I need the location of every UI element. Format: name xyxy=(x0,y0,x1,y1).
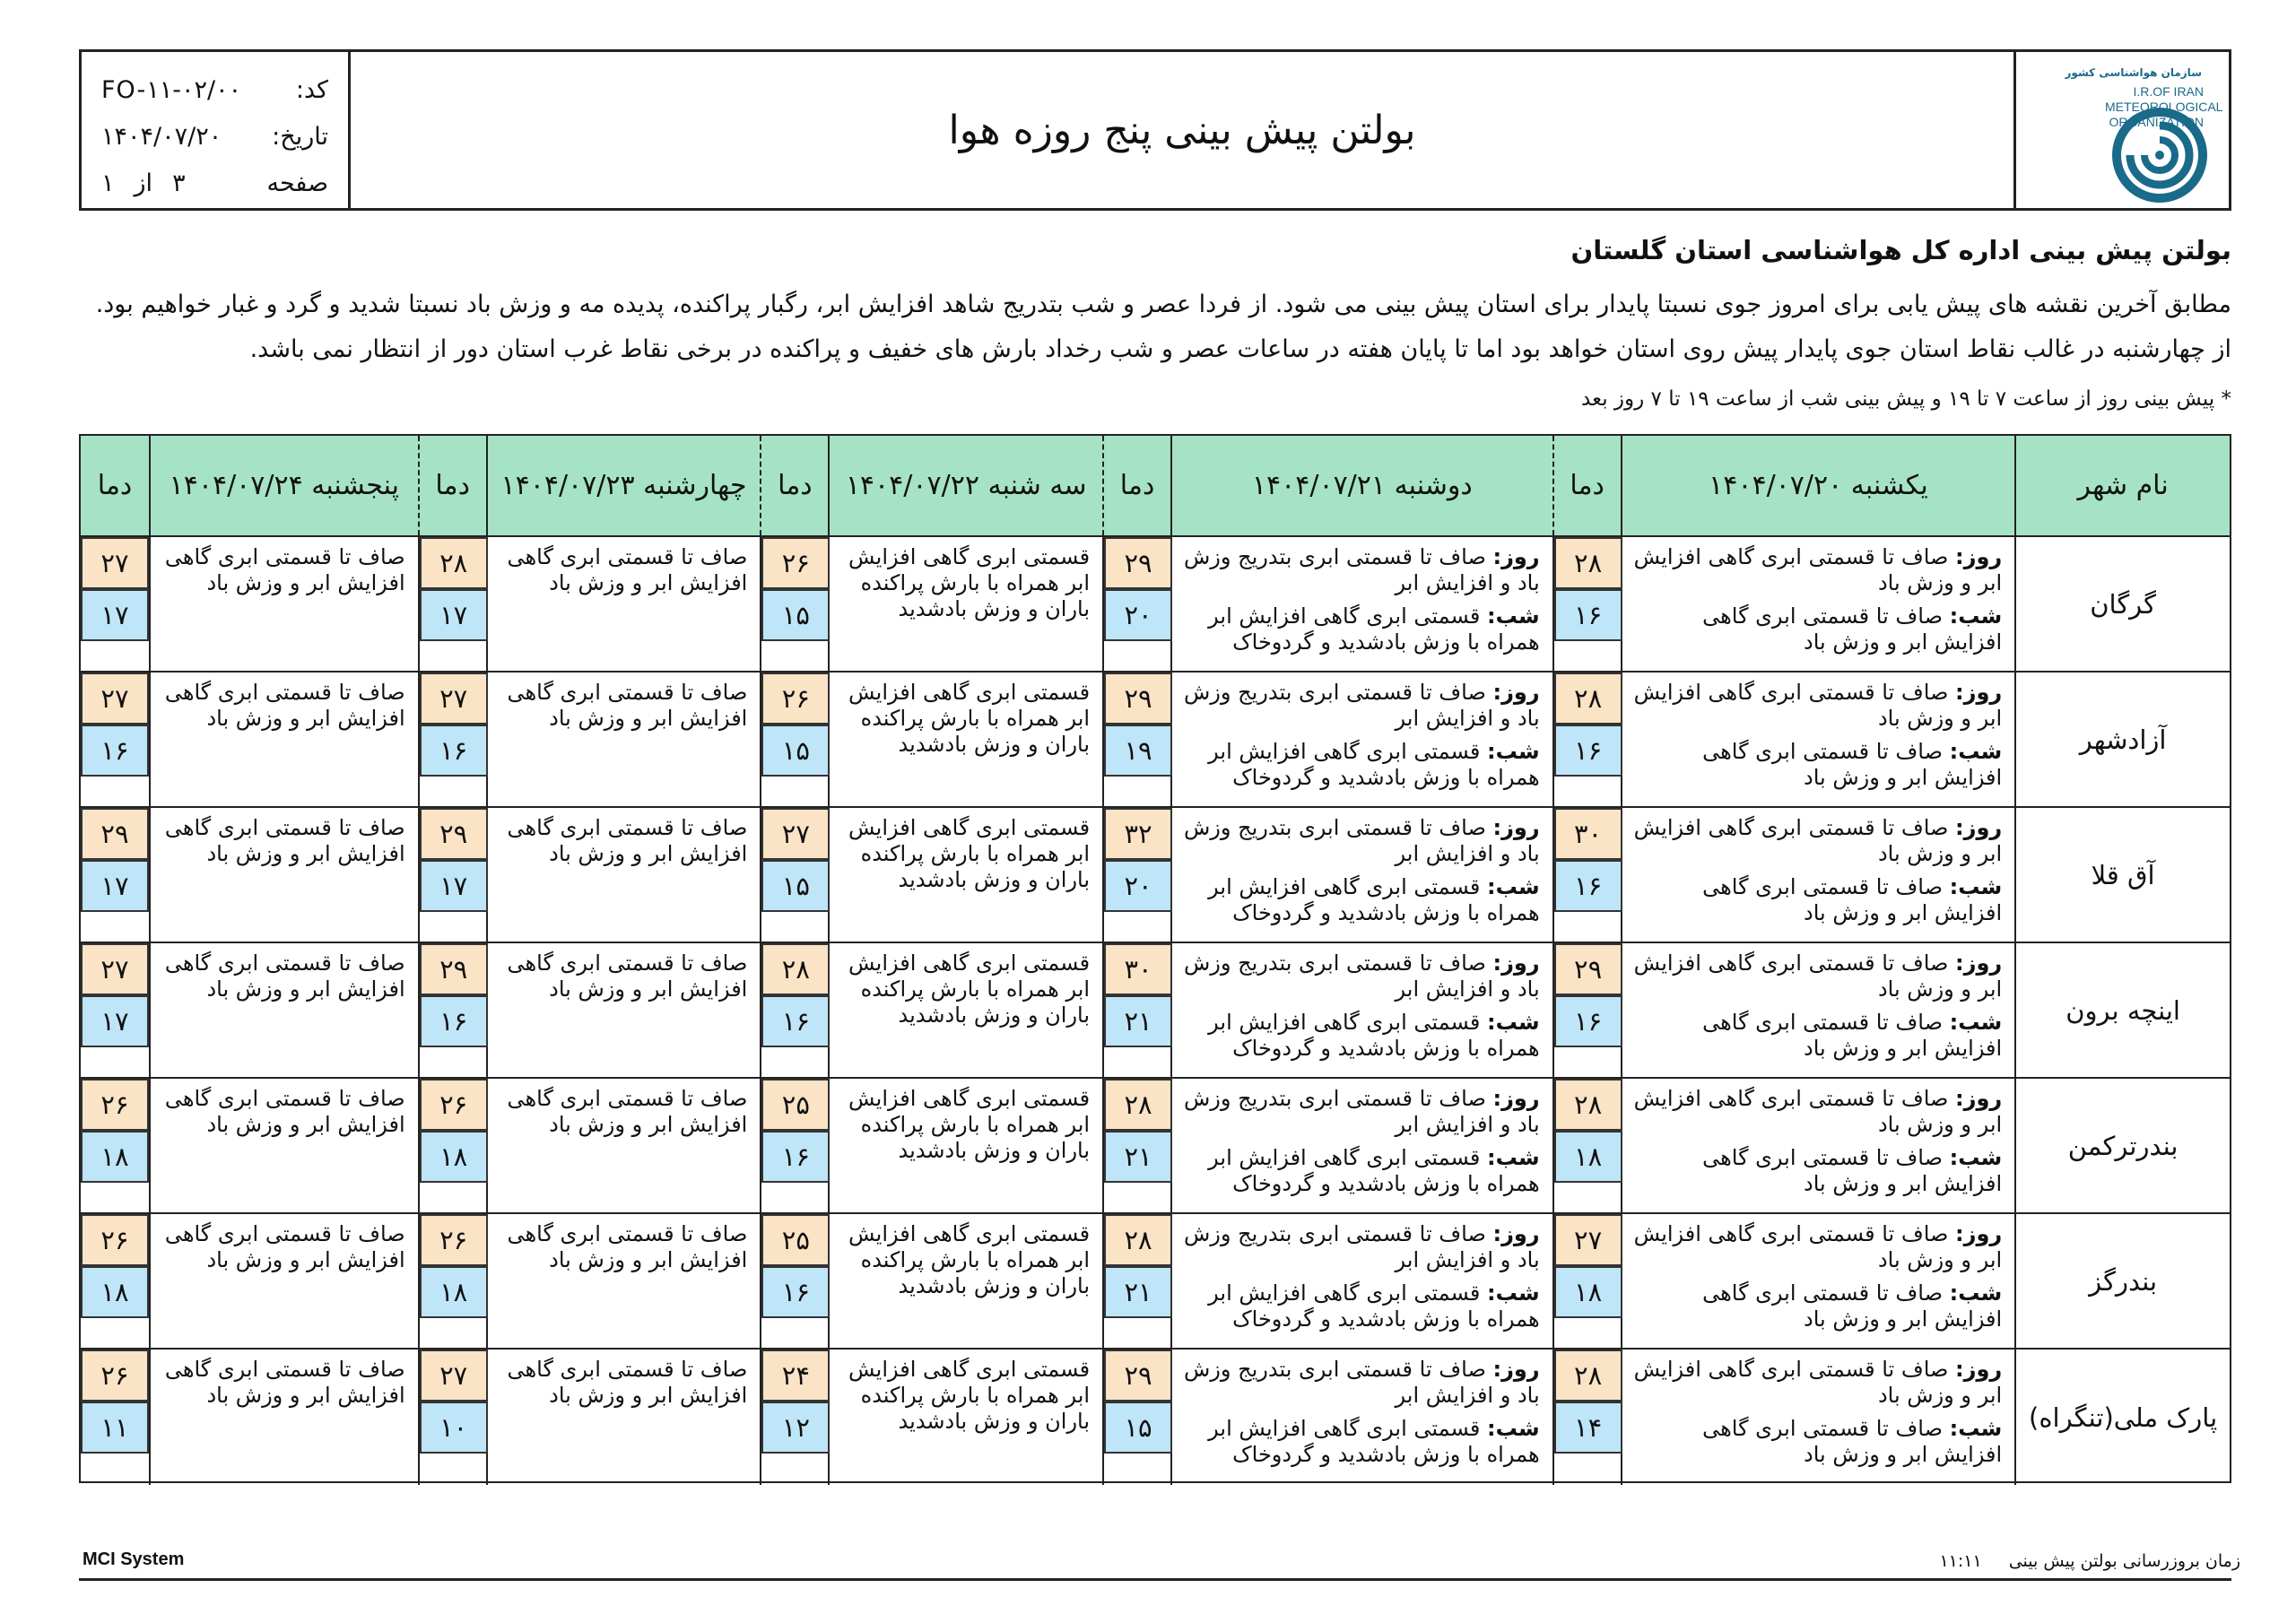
date-row xyxy=(101,113,328,160)
day1-night-forecast xyxy=(1631,1416,2003,1468)
update-label: زمان بروزرسانی بولتن پیش بینی xyxy=(2008,1551,2240,1571)
day-label: روز: xyxy=(1492,1086,1540,1111)
max-temp: ۲۴ xyxy=(761,1350,830,1402)
day5-temps xyxy=(81,537,149,671)
night-label: شب: xyxy=(1487,1416,1540,1441)
day3-temps xyxy=(760,943,828,1077)
day2-temp-header: دما xyxy=(1102,436,1170,535)
forecast-text: صاف تا قسمتی ابری بتدریج وزش باد و افزایش ابر xyxy=(1183,950,1540,1002)
night-label: شب: xyxy=(1949,739,2003,764)
min-temp: ۱۶ xyxy=(81,725,149,777)
day4-temps xyxy=(418,1214,486,1348)
day3-date: ۱۴۰۴/۰۷/۲۲ xyxy=(845,470,979,501)
city-name: بندرگز xyxy=(2014,1214,2230,1348)
forecast-text: صاف تا قسمتی ابری گاهی افزایش ابر و وزش باد xyxy=(1702,874,2003,925)
night-label: شب: xyxy=(1949,1280,2003,1306)
day3-header xyxy=(828,436,1102,535)
min-temp: ۱۶ xyxy=(1554,589,1622,641)
day-label: روز: xyxy=(1955,1221,2003,1246)
day5-temps xyxy=(81,1079,149,1212)
min-temp: ۱۹ xyxy=(1104,725,1172,777)
day2-night-forecast xyxy=(1181,739,1540,791)
day2-forecast xyxy=(1170,537,1552,671)
code-value: FO-۱۱-۰۲/۰۰ xyxy=(101,75,242,104)
day1-temps xyxy=(1552,537,1621,671)
day2-date: ۱۴۰۴/۰۷/۲۱ xyxy=(1251,470,1387,501)
min-temp: ۲۰ xyxy=(1104,860,1172,912)
day1-day-forecast xyxy=(1631,1357,2003,1409)
day3-temps xyxy=(760,1079,828,1212)
table-header xyxy=(81,436,2230,537)
max-temp: ۲۶ xyxy=(761,673,830,725)
day1-forecast xyxy=(1621,1214,2015,1348)
day2-day-forecast xyxy=(1181,1086,1540,1138)
day-label: روز: xyxy=(1955,950,2003,976)
night-label: شب: xyxy=(1949,874,2003,899)
night-label: شب: xyxy=(1949,1416,2003,1441)
day1-forecast xyxy=(1621,1079,2015,1212)
forecast-text: صاف تا قسمتی ابری گاهی افزایش ابر و وزش باد xyxy=(1633,1221,2003,1272)
day1-forecast xyxy=(1621,808,2015,942)
day1-day-forecast xyxy=(1631,815,2003,867)
min-temp: ۲۱ xyxy=(1104,1131,1172,1183)
day-label: روز: xyxy=(1492,1357,1540,1382)
city-name: پارک ملی(تنگراه) xyxy=(2014,1350,2230,1485)
day4-temps xyxy=(418,1079,486,1212)
day2-forecast xyxy=(1170,1350,1552,1485)
day4-forecast: صاف تا قسمتی ابری گاهی افزایش ابر و وزش باد xyxy=(486,1350,761,1485)
max-temp: ۲۹ xyxy=(420,808,488,860)
day1-night-forecast xyxy=(1631,1010,2003,1062)
day-label: روز: xyxy=(1955,1086,2003,1111)
day2-forecast xyxy=(1170,1079,1552,1212)
forecast-text: قسمتی ابری گاهی افزایش ابر همراه با وزش بادشدید و گردوخاک xyxy=(1208,1145,1540,1196)
min-temp: ۲۱ xyxy=(1104,1266,1172,1318)
max-temp: ۲۶ xyxy=(81,1214,149,1266)
min-temp: ۱۴ xyxy=(1554,1402,1622,1454)
day5-forecast: صاف تا قسمتی ابری گاهی افزایش ابر و وزش باد xyxy=(149,673,418,806)
day1-night-forecast xyxy=(1631,874,2003,926)
max-temp: ۳۲ xyxy=(1104,808,1172,860)
day4-header xyxy=(486,436,761,535)
min-temp: ۱۷ xyxy=(81,860,149,912)
table-row xyxy=(81,1350,2230,1485)
max-temp: ۲۹ xyxy=(1554,943,1622,995)
day2-temps xyxy=(1102,1350,1170,1485)
night-label: شب: xyxy=(1949,603,2003,629)
night-label: شب: xyxy=(1487,1010,1540,1035)
day1-temps xyxy=(1552,1079,1621,1212)
forecast-text: قسمتی ابری گاهی افزایش ابر همراه با وزش بادشدید و گردوخاک xyxy=(1208,874,1540,925)
min-temp: ۲۰ xyxy=(1104,589,1172,641)
max-temp: ۲۸ xyxy=(420,537,488,589)
day2-night-forecast xyxy=(1181,1010,1540,1062)
page-total: ۳ xyxy=(172,169,186,197)
min-temp: ۱۷ xyxy=(420,860,488,912)
meteorological-logo-icon xyxy=(2110,106,2209,204)
day2-temps xyxy=(1102,943,1170,1077)
intro-title: بولتن پیش بینی اداره کل هواشناسی استان گلستان xyxy=(1570,235,2231,265)
forecast-text: صاف تا قسمتی ابری بتدریج وزش باد و افزایش ابر xyxy=(1183,544,1540,595)
max-temp: ۲۶ xyxy=(420,1214,488,1266)
day1-night-forecast xyxy=(1631,739,2003,791)
max-temp: ۲۸ xyxy=(1104,1079,1172,1131)
max-temp: ۲۸ xyxy=(1104,1214,1172,1266)
day3-forecast: قسمتی ابری گاهی افزایش ابر همراه با بارش پراکنده باران و وزش بادشدید xyxy=(828,1214,1102,1348)
day1-temps xyxy=(1552,943,1621,1077)
day1-day-forecast xyxy=(1631,950,2003,1002)
day4-temps xyxy=(418,673,486,806)
day5-temps xyxy=(81,673,149,806)
forecast-text: صاف تا قسمتی ابری گاهی افزایش ابر و وزش باد xyxy=(1702,603,2003,655)
min-temp: ۱۵ xyxy=(761,725,830,777)
day3-forecast: قسمتی ابری گاهی افزایش ابر همراه با بارش پراکنده باران و وزش بادشدید xyxy=(828,943,1102,1077)
update-info xyxy=(1939,1551,2240,1571)
day5-forecast: صاف تا قسمتی ابری گاهی افزایش ابر و وزش باد xyxy=(149,808,418,942)
code-row xyxy=(101,66,328,113)
day-label: روز: xyxy=(1955,1357,2003,1382)
forecast-text: صاف تا قسمتی ابری گاهی افزایش ابر و وزش باد xyxy=(1702,1416,2003,1467)
day4-temps xyxy=(418,537,486,671)
min-temp: ۱۸ xyxy=(81,1131,149,1183)
day1-temps xyxy=(1552,808,1621,942)
day3-forecast: قسمتی ابری گاهی افزایش ابر همراه با بارش پراکنده باران و وزش بادشدید xyxy=(828,1350,1102,1485)
min-temp: ۱۶ xyxy=(1554,725,1622,777)
day1-day-forecast xyxy=(1631,544,2003,596)
min-temp: ۱۶ xyxy=(1554,995,1622,1047)
max-temp: ۲۹ xyxy=(1104,537,1172,589)
day1-night-forecast xyxy=(1631,1280,2003,1332)
bulletin-header xyxy=(79,49,2231,211)
min-temp: ۱۵ xyxy=(1104,1402,1172,1454)
day2-day-forecast xyxy=(1181,680,1540,732)
day5-temps xyxy=(81,1214,149,1348)
day2-day-forecast xyxy=(1181,1357,1540,1409)
day5-name: پنجشنبه xyxy=(311,470,400,501)
day3-temps xyxy=(760,1214,828,1348)
code-label: کد: xyxy=(295,75,328,104)
min-temp: ۱۸ xyxy=(1554,1266,1622,1318)
day2-forecast xyxy=(1170,1214,1552,1348)
day4-temps xyxy=(418,808,486,942)
max-temp: ۲۸ xyxy=(761,943,830,995)
min-temp: ۱۶ xyxy=(761,1266,830,1318)
day3-temps xyxy=(760,1350,828,1485)
day1-header xyxy=(1621,436,2015,535)
day2-forecast xyxy=(1170,943,1552,1077)
city-name: گرگان xyxy=(2014,537,2230,671)
forecast-table xyxy=(79,434,2231,1483)
forecast-text: صاف تا قسمتی ابری بتدریج وزش باد و افزایش ابر xyxy=(1183,680,1540,731)
day2-night-forecast xyxy=(1181,1416,1540,1468)
day2-day-forecast xyxy=(1181,1221,1540,1273)
min-temp: ۱۸ xyxy=(1554,1131,1622,1183)
day5-forecast: صاف تا قسمتی ابری گاهی افزایش ابر و وزش باد xyxy=(149,1214,418,1348)
day1-forecast xyxy=(1621,537,2015,671)
forecast-text: قسمتی ابری گاهی افزایش ابر همراه با وزش بادشدید و گردوخاک xyxy=(1208,603,1540,655)
day-label: روز: xyxy=(1492,544,1540,569)
day2-night-forecast xyxy=(1181,603,1540,655)
min-temp: ۱۰ xyxy=(420,1402,488,1454)
intro-text: مطابق آخرین نقشه های پیش یابی برای امروز جوی نسبتا پایدار برای استان پیش بینی می شود. از فردا عصر و شب بتدریج شاهد افزایش ابر، رگبار پراکنده، پدیده مه و وزش باد نسبتا شدید و گرد و غبار خواهیم بود. از چهارشنبه در غالب نقاط استان جوی پایدار پیش روی استان خواهد بود اما تا پایان هفته در ساعات عصر و شب رخداد بارش های خفیف و پراکنده در برخی نقاط غرب استان دور از انتظار نمی باشد. xyxy=(95,291,2231,363)
day4-name: چهارشنبه xyxy=(643,470,747,501)
day5-temps xyxy=(81,943,149,1077)
day1-day-forecast xyxy=(1631,1221,2003,1273)
day4-forecast: صاف تا قسمتی ابری گاهی افزایش ابر و وزش باد xyxy=(486,943,761,1077)
day-label: روز: xyxy=(1955,815,2003,840)
document-meta xyxy=(82,52,351,208)
day2-forecast xyxy=(1170,808,1552,942)
day4-temps xyxy=(418,943,486,1077)
day2-day-forecast xyxy=(1181,544,1540,596)
max-temp: ۲۷ xyxy=(81,537,149,589)
day1-night-forecast xyxy=(1631,603,2003,655)
day1-forecast xyxy=(1621,673,2015,806)
page-of: از xyxy=(134,169,153,197)
min-temp: ۱۷ xyxy=(81,995,149,1047)
day4-forecast: صاف تا قسمتی ابری گاهی افزایش ابر و وزش باد xyxy=(486,1079,761,1212)
day5-header xyxy=(149,436,418,535)
max-temp: ۲۶ xyxy=(420,1079,488,1131)
max-temp: ۲۷ xyxy=(420,1350,488,1402)
max-temp: ۲۹ xyxy=(420,943,488,995)
max-temp: ۲۸ xyxy=(1554,1350,1622,1402)
min-temp: ۱۸ xyxy=(81,1266,149,1318)
day2-night-forecast xyxy=(1181,1145,1540,1197)
forecast-text: صاف تا قسمتی ابری بتدریج وزش باد و افزایش ابر xyxy=(1183,815,1540,866)
forecast-text: صاف تا قسمتی ابری بتدریج وزش باد و افزایش ابر xyxy=(1183,1357,1540,1408)
min-temp: ۱۲ xyxy=(761,1402,830,1454)
day-label: روز: xyxy=(1955,680,2003,705)
day4-temp-header: دما xyxy=(418,436,486,535)
day-label: روز: xyxy=(1955,544,2003,569)
day3-name: سه شنبه xyxy=(987,470,1087,501)
max-temp: ۲۹ xyxy=(1104,673,1172,725)
max-temp: ۲۵ xyxy=(761,1214,830,1266)
day4-forecast: صاف تا قسمتی ابری گاهی افزایش ابر و وزش باد xyxy=(486,808,761,942)
max-temp: ۲۷ xyxy=(761,808,830,860)
table-row xyxy=(81,808,2230,943)
day2-day-forecast xyxy=(1181,815,1540,867)
forecast-text: صاف تا قسمتی ابری بتدریج وزش باد و افزایش ابر xyxy=(1183,1221,1540,1272)
min-temp: ۱۵ xyxy=(761,860,830,912)
footer-divider xyxy=(79,1578,2231,1581)
day5-forecast: صاف تا قسمتی ابری گاهی افزایش ابر و وزش باد xyxy=(149,943,418,1077)
forecast-text: صاف تا قسمتی ابری گاهی افزایش ابر و وزش باد xyxy=(1633,950,2003,1002)
day1-day-forecast xyxy=(1631,680,2003,732)
max-temp: ۲۵ xyxy=(761,1079,830,1131)
day3-forecast: قسمتی ابری گاهی افزایش ابر همراه با بارش پراکنده باران و وزش بادشدید xyxy=(828,1079,1102,1212)
city-name: آق قلا xyxy=(2014,808,2230,942)
forecast-text: قسمتی ابری گاهی افزایش ابر همراه با وزش بادشدید و گردوخاک xyxy=(1208,739,1540,790)
max-temp: ۲۷ xyxy=(81,943,149,995)
city-name: آزادشهر xyxy=(2014,673,2230,806)
night-label: شب: xyxy=(1487,874,1540,899)
forecast-text: صاف تا قسمتی ابری گاهی افزایش ابر و وزش باد xyxy=(1702,1280,2003,1332)
max-temp: ۲۷ xyxy=(1554,1214,1622,1266)
forecast-text: صاف تا قسمتی ابری گاهی افزایش ابر و وزش باد xyxy=(1633,815,2003,866)
night-label: شب: xyxy=(1487,1145,1540,1170)
day1-temps xyxy=(1552,673,1621,806)
max-temp: ۲۶ xyxy=(761,537,830,589)
day4-forecast: صاف تا قسمتی ابری گاهی افزایش ابر و وزش باد xyxy=(486,537,761,671)
update-time: ۱۱:۱۱ xyxy=(1939,1551,1982,1571)
table-row xyxy=(81,673,2230,808)
max-temp: ۲۹ xyxy=(1104,1350,1172,1402)
city-name: بندرترکمن xyxy=(2014,1079,2230,1212)
min-temp: ۱۶ xyxy=(761,1131,830,1183)
forecast-text: صاف تا قسمتی ابری گاهی افزایش ابر و وزش باد xyxy=(1702,1145,2003,1196)
day-label: روز: xyxy=(1492,950,1540,976)
forecast-text: صاف تا قسمتی ابری گاهی افزایش ابر و وزش باد xyxy=(1633,1086,2003,1137)
day2-night-forecast xyxy=(1181,1280,1540,1332)
date-value: ۱۴۰۴/۰۷/۲۰ xyxy=(101,122,222,151)
page-current: ۱ xyxy=(101,169,115,197)
min-temp: ۱۱ xyxy=(81,1402,149,1454)
day4-temps xyxy=(418,1350,486,1485)
day2-temps xyxy=(1102,673,1170,806)
night-label: شب: xyxy=(1487,739,1540,764)
org-logo xyxy=(2013,52,2229,208)
day3-forecast: قسمتی ابری گاهی افزایش ابر همراه با بارش پراکنده باران و وزش بادشدید xyxy=(828,673,1102,806)
day1-date: ۱۴۰۴/۰۷/۲۰ xyxy=(1709,470,1843,501)
day5-forecast: صاف تا قسمتی ابری گاهی افزایش ابر و وزش باد xyxy=(149,1079,418,1212)
max-temp: ۲۸ xyxy=(1554,673,1622,725)
system-label: MCI System xyxy=(83,1549,185,1569)
day3-temps xyxy=(760,537,828,671)
forecast-text: قسمتی ابری گاهی افزایش ابر همراه با وزش بادشدید و گردوخاک xyxy=(1208,1010,1540,1061)
max-temp: ۲۷ xyxy=(81,673,149,725)
max-temp: ۲۷ xyxy=(420,673,488,725)
day-label: روز: xyxy=(1492,1221,1540,1246)
day1-day-forecast xyxy=(1631,1086,2003,1138)
day-label: روز: xyxy=(1492,815,1540,840)
day5-temp-header: دما xyxy=(97,470,133,501)
page-label: صفحه xyxy=(266,169,328,197)
forecast-text: قسمتی ابری گاهی افزایش ابر همراه با وزش بادشدید و گردوخاک xyxy=(1208,1280,1540,1332)
forecast-text: صاف تا قسمتی ابری گاهی افزایش ابر و وزش باد xyxy=(1633,544,2003,595)
table-row xyxy=(81,537,2230,673)
min-temp: ۱۶ xyxy=(1554,860,1622,912)
day2-day-forecast xyxy=(1181,950,1540,1002)
night-label: شب: xyxy=(1487,603,1540,629)
max-temp: ۳۰ xyxy=(1104,943,1172,995)
min-temp: ۲۱ xyxy=(1104,995,1172,1047)
day5-temps xyxy=(81,1350,149,1485)
forecast-text: صاف تا قسمتی ابری گاهی افزایش ابر و وزش باد xyxy=(1633,1357,2003,1408)
day2-forecast xyxy=(1170,673,1552,806)
day1-temp-header: دما xyxy=(1552,436,1621,535)
day3-forecast: قسمتی ابری گاهی افزایش ابر همراه با بارش پراکنده باران و وزش بادشدید xyxy=(828,537,1102,671)
min-temp: ۱۵ xyxy=(761,589,830,641)
day2-header xyxy=(1170,436,1552,535)
max-temp: ۲۶ xyxy=(81,1350,149,1402)
day3-temps xyxy=(760,808,828,942)
night-label: شب: xyxy=(1949,1145,2003,1170)
day3-temps xyxy=(760,673,828,806)
day2-temps xyxy=(1102,1079,1170,1212)
max-temp: ۲۸ xyxy=(1554,537,1622,589)
forecast-text: صاف تا قسمتی ابری گاهی افزایش ابر و وزش باد xyxy=(1702,739,2003,790)
day2-temps xyxy=(1102,808,1170,942)
max-temp: ۳۰ xyxy=(1554,808,1622,860)
min-temp: ۱۸ xyxy=(420,1266,488,1318)
day2-temps xyxy=(1102,1214,1170,1348)
day2-name: دوشنبه xyxy=(1394,470,1473,501)
logo-org-fa: سازمان هواشناسی کشور xyxy=(2065,66,2202,79)
page-title: بولتن پیش بینی پنج روزه هوا xyxy=(948,107,1416,153)
day4-date: ۱۴۰۴/۰۷/۲۳ xyxy=(500,470,635,501)
min-temp: ۱۶ xyxy=(420,995,488,1047)
table-row xyxy=(81,943,2230,1079)
day5-forecast: صاف تا قسمتی ابری گاهی افزایش ابر و وزش باد xyxy=(149,537,418,671)
min-temp: ۱۶ xyxy=(761,995,830,1047)
forecast-text: صاف تا قسمتی ابری گاهی افزایش ابر و وزش باد xyxy=(1633,680,2003,731)
day1-temps xyxy=(1552,1214,1621,1348)
day5-date: ۱۴۰۴/۰۷/۲۴ xyxy=(169,470,303,501)
min-temp: ۱۷ xyxy=(81,589,149,641)
city-column-header: نام شهر xyxy=(2014,436,2230,535)
forecast-text: صاف تا قسمتی ابری بتدریج وزش باد و افزایش ابر xyxy=(1183,1086,1540,1137)
day1-name: یکشنبه xyxy=(1850,470,1928,501)
max-temp: ۲۸ xyxy=(1554,1079,1622,1131)
footnote: * پیش بینی روز از ساعت ۷ تا ۱۹ و پیش بینی شب از ساعت ۱۹ تا ۷ روز بعد xyxy=(1581,387,2231,411)
day3-temp-header: دما xyxy=(760,436,828,535)
min-temp: ۱۷ xyxy=(420,589,488,641)
day-label: روز: xyxy=(1492,680,1540,705)
city-name: اینچه برون xyxy=(2014,943,2230,1077)
day4-forecast: صاف تا قسمتی ابری گاهی افزایش ابر و وزش باد xyxy=(486,1214,761,1348)
table-row xyxy=(81,1079,2230,1214)
page-row xyxy=(101,160,328,206)
min-temp: ۱۶ xyxy=(420,725,488,777)
day1-forecast xyxy=(1621,1350,2015,1485)
date-label: تاریخ: xyxy=(272,122,328,151)
day5-temps xyxy=(81,808,149,942)
table-row xyxy=(81,1214,2230,1350)
day2-temps xyxy=(1102,537,1170,671)
day3-forecast: قسمتی ابری گاهی افزایش ابر همراه با بارش پراکنده باران و وزش بادشدید xyxy=(828,808,1102,942)
night-label: شب: xyxy=(1487,1280,1540,1306)
day1-temps xyxy=(1552,1350,1621,1485)
max-temp: ۲۹ xyxy=(81,808,149,860)
day1-forecast xyxy=(1621,943,2015,1077)
min-temp: ۱۸ xyxy=(420,1131,488,1183)
forecast-text: صاف تا قسمتی ابری گاهی افزایش ابر و وزش باد xyxy=(1702,1010,2003,1061)
day2-night-forecast xyxy=(1181,874,1540,926)
max-temp: ۲۶ xyxy=(81,1079,149,1131)
night-label: شب: xyxy=(1949,1010,2003,1035)
forecast-text: قسمتی ابری گاهی افزایش ابر همراه با وزش بادشدید و گردوخاک xyxy=(1208,1416,1540,1467)
logo-org-en: I.R.OF IRAN METEOROLOGICAL ORGANIZATION xyxy=(2105,84,2223,129)
day5-forecast: صاف تا قسمتی ابری گاهی افزایش ابر و وزش باد xyxy=(149,1350,418,1485)
page-counter xyxy=(101,169,186,197)
day1-night-forecast xyxy=(1631,1145,2003,1197)
day4-forecast: صاف تا قسمتی ابری گاهی افزایش ابر و وزش باد xyxy=(486,673,761,806)
